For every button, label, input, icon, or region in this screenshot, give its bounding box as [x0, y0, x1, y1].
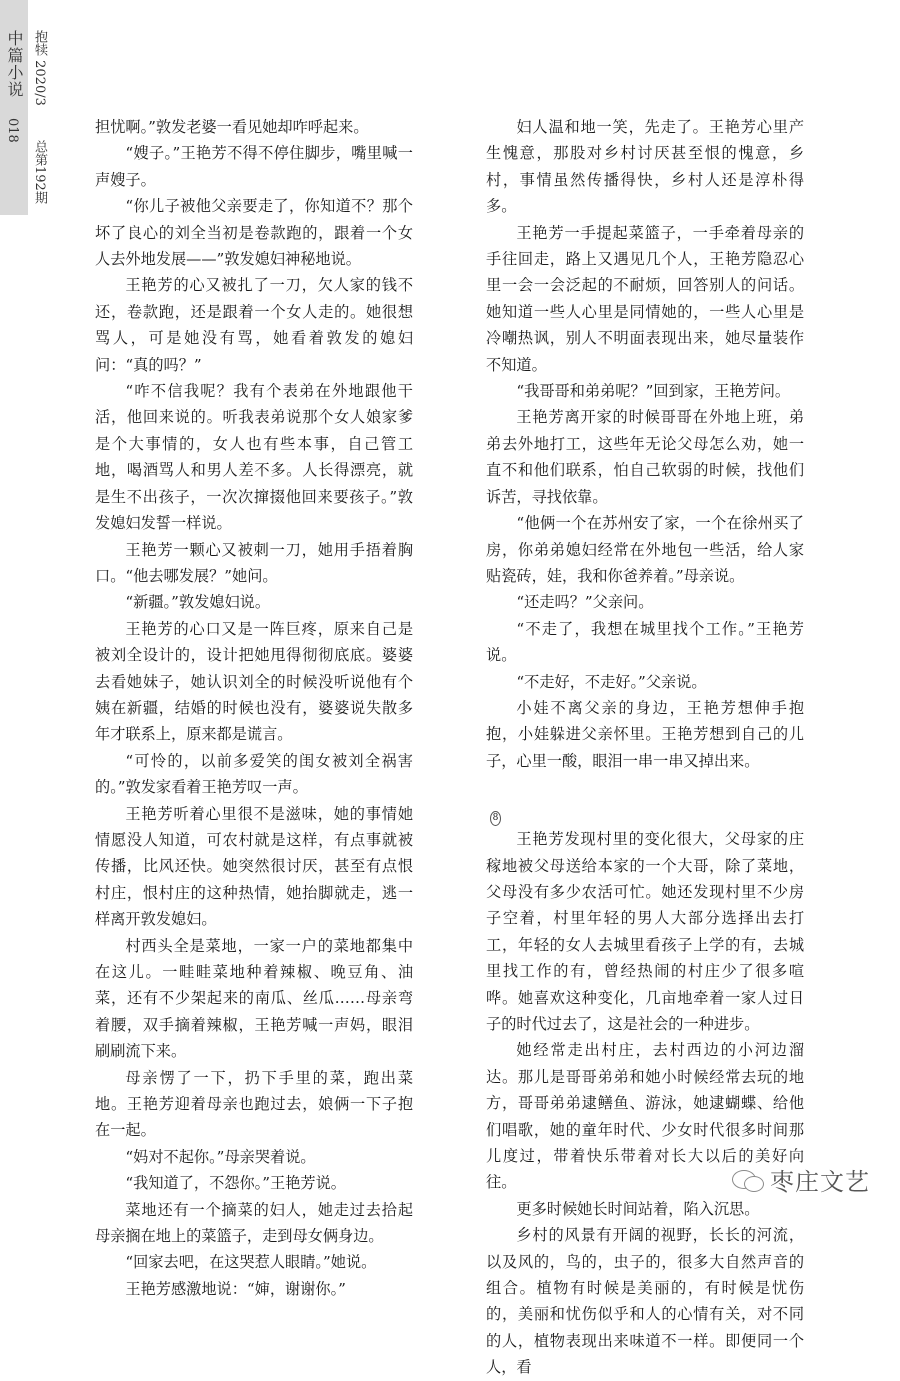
paragraph: 更多时候她长时间站着，陷入沉思。 [516, 1199, 760, 1218]
paragraph: “咋不信我呢？我有个表弟在外地跟他干活，他回来说的。听我表弟说那个女人娘家爹是个大事情的，女人也有些本事，自己管工地，喝酒骂人和男人差不多。人长得漂亮，就是生不出孩子，一次次撺掇他回来要孩子。”敦发媳妇发誓一样说。 [95, 382, 413, 533]
paragraph: “他俩一个在苏州安了家，一个在徐州买了房，你弟弟媳妇经常在外地包一些活，给人家贴瓷砖，娃，我和你爸养着。”母亲说。 [486, 514, 804, 585]
paragraph: 母亲愣了一下，扔下手里的菜，跑出菜地。王艳芳迎着母亲也跑过去，娘俩一下子抱在一起。 [95, 1068, 413, 1140]
right-column-part-a [486, 114, 804, 774]
watermark [732, 1162, 870, 1197]
paragraph: 王艳芳一颗心又被刺一刀，她用手捂着胸口。“他去哪发展？”她问。 [95, 540, 413, 585]
paragraph: “妈对不起你。”母亲哭着说。 [125, 1147, 316, 1166]
left-column [95, 114, 413, 1302]
paragraph: 菜地还有一个摘菜的妇人，她走过去拾起母亲搁在地上的菜篮子，走到母女俩身边。 [95, 1200, 413, 1246]
paragraph: “你儿子被他父亲要走了，你知道不？那个坏了良心的刘全当初是卷款跑的，跟着一个女人去外地发展——”敦发媳妇神秘地说。 [95, 197, 413, 269]
paragraph: 王艳芳发现村里的变化很大，父母家的庄稼地被父母送给本家的一个大哥，除了菜地，父母没有多少农活可忙。她还发现村里不少房子空着，村里年轻的男人大部分选择出去打工，年轻的女人去城里看孩子上学的有，去城里找工作的有，曾经热闹的村庄少了很多喧哗。她喜欢这种变化，几亩地牵着一家人过日子的时代过去了，这是社会的一种进步。 [486, 830, 804, 1033]
paragraph: “回家去吧，在这哭惹人眼睛。”她说。 [125, 1253, 377, 1272]
paragraph: “不走了，我想在城里找个工作。”王艳芳说。 [486, 619, 804, 665]
paragraph: “可怜的，以前多爱笑的闺女被刘全祸害的。”敦发家看着王艳芳叹一声。 [95, 751, 413, 797]
issue-total: 总第192期 [32, 140, 47, 204]
paragraph: “新疆。”敦发媳妇说。 [125, 593, 271, 612]
paragraph: 妇人温和地一笑，先走了。王艳芳心里产生愧意，那股对乡村讨厌甚至恨的愧意，乡村，事情虽然传播得快，乡村人还是淳朴得多。 [486, 118, 804, 216]
paragraph: “我哥哥和弟弟呢？”回到家，王艳芳问。 [516, 382, 791, 401]
issue-info: 抱犊 2020/3 [32, 30, 47, 106]
journal-name: 中篇小说 [5, 30, 24, 98]
paragraph: 王艳芳离开家的时候哥哥在外地上班，弟弟去外地打工，这些年无论父母怎么劝，她一直不和他们联系，怕自己软弱的时候，找他们诉苦，寻找依靠。 [486, 408, 804, 506]
paragraph: 她经常走出村庄，去村西边的小河边溜达。那儿是哥哥弟弟和她小时候经常去玩的地方，哥哥弟弟逮鳝鱼、游泳，她逮蝴蝶、给他们唱歌，她的童年时代、少女时代很多时间那儿度过，带着快乐带着对长大以后的美好向往。 [486, 1041, 804, 1192]
section-number: 8 [490, 811, 501, 826]
paragraph: “不走好，不走好。”父亲说。 [516, 672, 707, 691]
paragraph: 村西头全是菜地，一家一户的菜地都集中在这儿。一畦畦菜地种着辣椒、晚豆角、油菜，还有不少架起来的南瓜、丝瓜……母亲弯着腰，双手摘着辣椒，王艳芳喊一声妈，眼泪刷刷流下来。 [95, 936, 413, 1061]
page-number: 018 [5, 118, 20, 143]
paragraph: 乡村的风景有开阔的视野，长长的河流，以及风的，鸟的，虫子的，很多大自然声音的组合。植物有时候是美丽的，有时候是忧伤的，美丽和忧伤似乎和人的心情有关，对不同的人，植物表现出来味道不一样。即便同一个人，看 [486, 1226, 804, 1377]
wechat-icon [732, 1167, 764, 1193]
section-marker [486, 802, 804, 826]
paragraph: 小娃不离父亲的身边，王艳芳想伸手抱抱，小娃躲进父亲怀里。王艳芳想到自己的儿子，心里一酸，眼泪一串一串又掉出来。 [486, 698, 804, 770]
paragraph: 王艳芳听着心里很不是滋味，她的事情她情愿没人知道，可农村就是这样，有点事就被传播，比风还快。她突然很讨厌，甚至有点恨村庄，恨村庄的这种热情，她抬脚就走，逃一样离开敦发媳妇。 [95, 804, 413, 929]
paragraph: 王艳芳的心又被扎了一刀，欠人家的钱不还，卷款跑，还是跟着一个女人走的。她很想骂人，可是她没有骂，她看着敦发的媳妇问：“真的吗？” [95, 276, 413, 374]
watermark-text: 枣庄文艺 [770, 1168, 870, 1196]
paragraph: 王艳芳一手提起菜篮子，一手牵着母亲的手往回走，路上又遇见几个人，王艳芳隐忍心里一会一会泛起的不耐烦，回答别人的问话。她知道一些人心里是同情她的，一些人心里是冷嘲热讽，别人不明面表现出来，她尽量装作不知道。 [486, 223, 804, 374]
paragraph: 担忧啊。”敦发老婆一看见她却咋呼起来。 [95, 118, 369, 136]
paragraph: 王艳芳感激地说：“婶，谢谢你。” [125, 1279, 346, 1298]
paragraph: 王艳芳的心口又是一阵巨疼，原来自己是被刘全设计的，设计把她甩得彻彻底底。婆婆去看她妹子，她认识刘全的时候没听说他有个姨在新疆，结婚的时候也没有，婆婆说失散多年才联系上，原来都是谎言。 [95, 619, 413, 744]
paragraph: “还走吗？”父亲问。 [516, 593, 654, 612]
right-column-part-b [486, 826, 804, 1381]
paragraph: “我知道了，不怨你。”王艳芳说。 [125, 1174, 346, 1193]
paragraph: “嫂子。”王艳芳不得不停住脚步，嘴里喊一声嫂子。 [95, 144, 413, 189]
